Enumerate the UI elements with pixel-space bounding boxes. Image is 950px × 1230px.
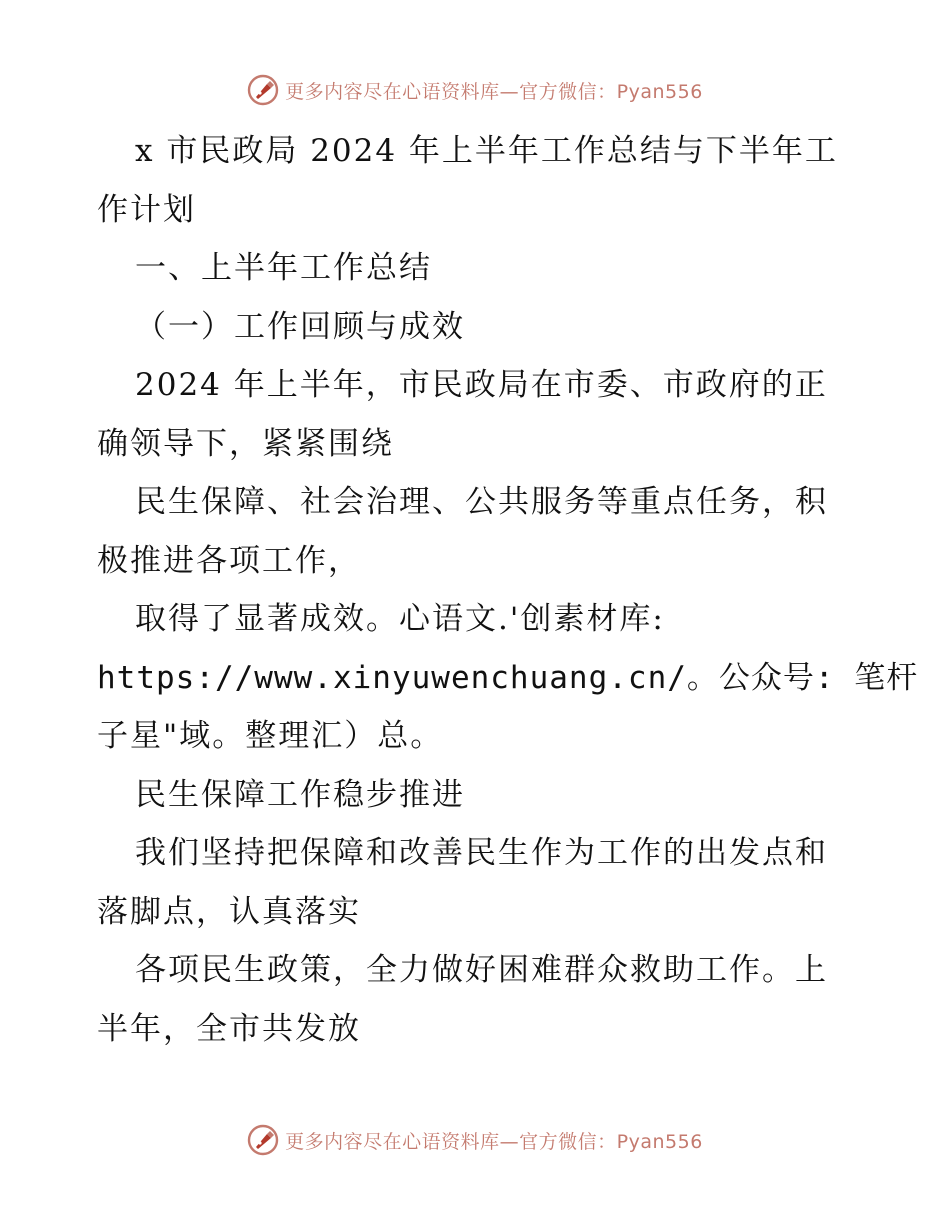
text-line: 民生保障、社会治理、公共服务等重点任务，积 [135, 484, 828, 520]
text-line: 确领导下，紧紧围绕 [97, 425, 394, 462]
text-line: 民生保障工作稳步推进 [135, 776, 465, 813]
text-line: 作计划 [97, 191, 196, 228]
text-line: 各项民生政策，全力做好困难群众救助工作。上 [135, 952, 828, 988]
text-line: 半年，全市共发放 [97, 1010, 361, 1047]
text-line: 子星"域。整理汇）总。 [97, 718, 444, 754]
watermark-text: 更多内容尽在心语资料库—官方微信：Pyan556 [285, 1130, 703, 1153]
watermark-text: 更多内容尽在心语资料库—官方微信：Pyan556 [285, 80, 703, 103]
text-line: 我们坚持把保障和改善民生作为工作的出发点和 [135, 835, 828, 871]
text-line: https://www.xinyuwenchuang.cn/。公众号: 笔杆 [97, 659, 919, 696]
pen-nib-logo-icon [247, 1124, 279, 1156]
text-line: x 市民政局 2024 年上半年工作总结与下半年工 [135, 133, 838, 169]
text-line: 取得了显著成效。心语文.'创素材库: [135, 601, 665, 637]
header-watermark-banner [0, 70, 950, 110]
footer-watermark-banner [0, 1120, 950, 1160]
text-line: 2024 年上半年，市民政局在市委、市政府的正 [135, 367, 828, 403]
text-line: 一、上半年工作总结 [135, 250, 432, 286]
text-line: 落脚点，认真落实 [97, 893, 361, 930]
text-line: （一）工作回顾与成效 [135, 308, 465, 345]
pen-nib-logo-icon [247, 74, 279, 106]
text-line: 极推进各项工作， [97, 542, 361, 579]
document-body [97, 122, 919, 1058]
